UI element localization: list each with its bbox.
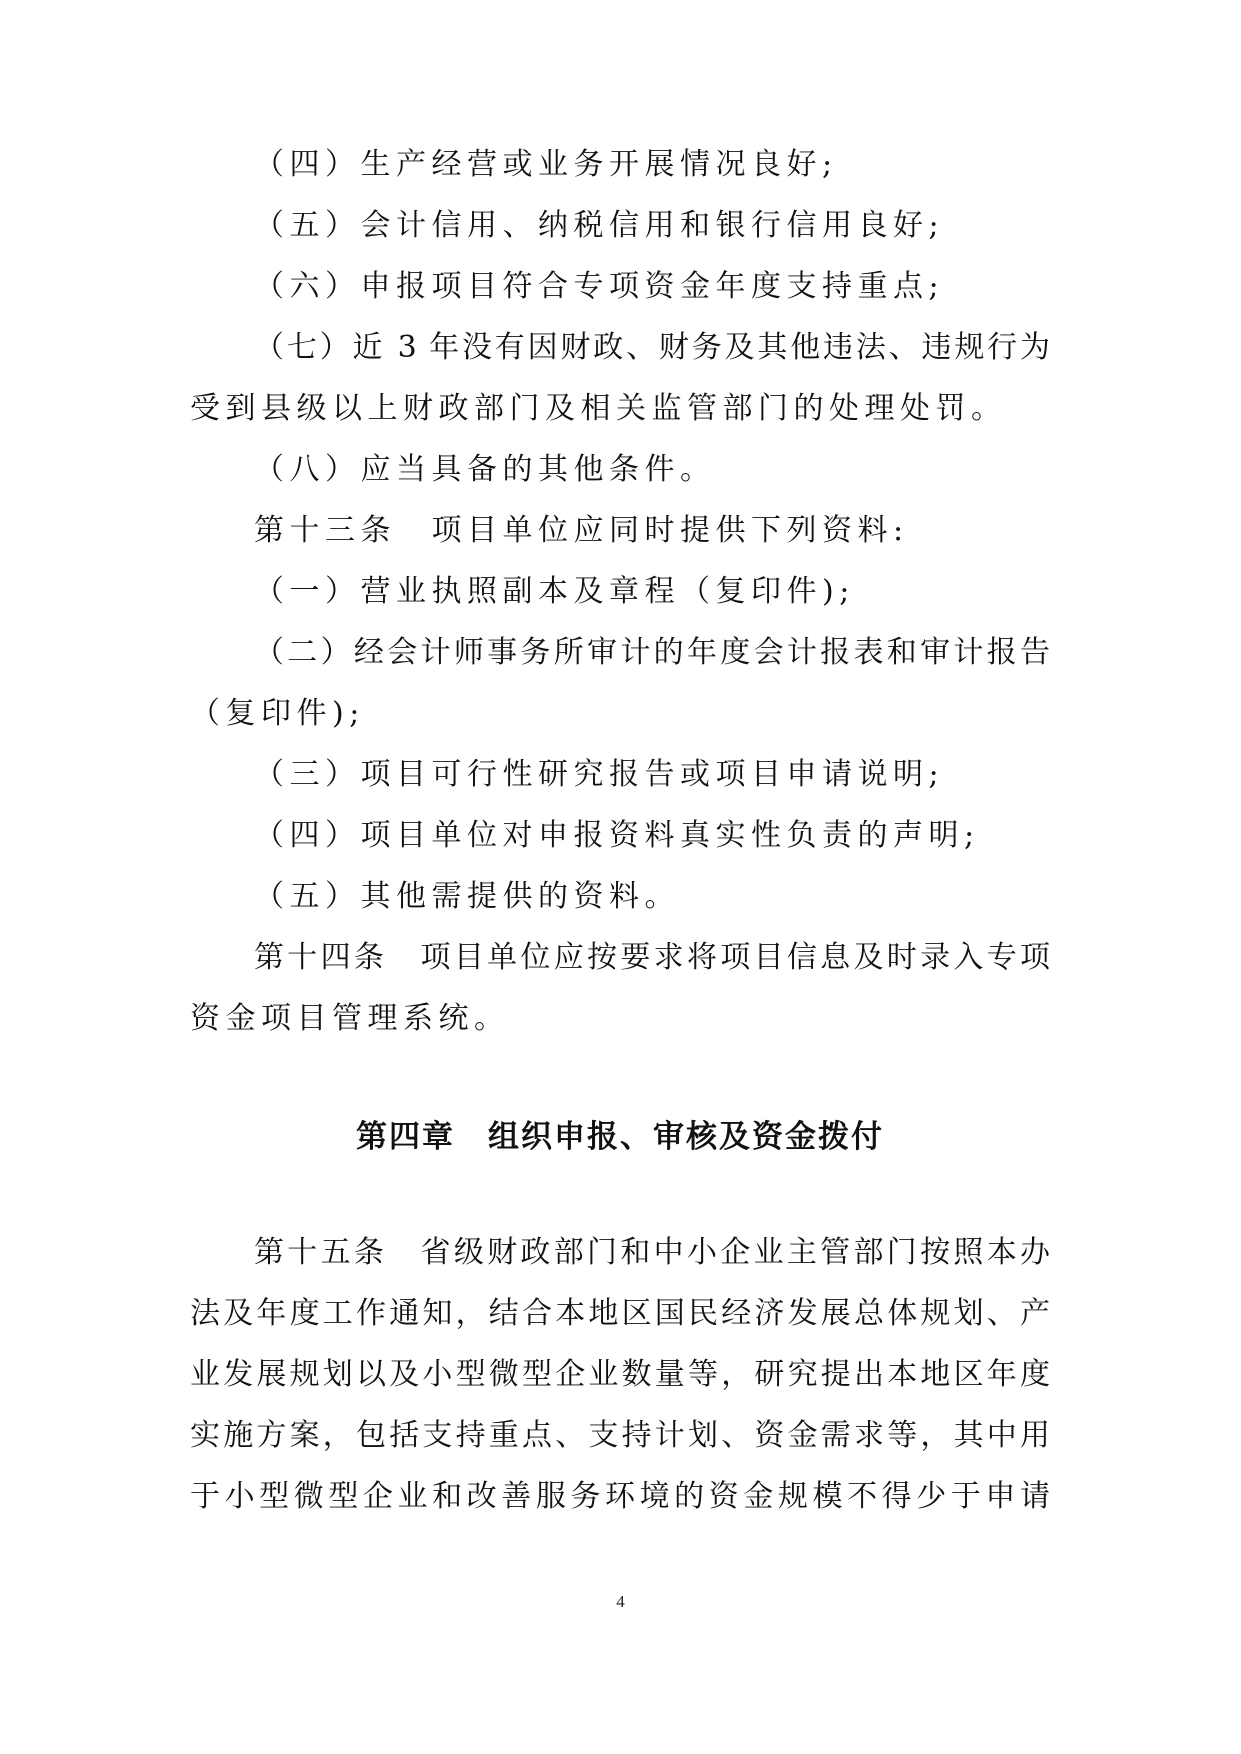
text-line: （四）生产经营或业务开展情况良好; [254,147,838,182]
article-15-line: 第十五条 省级财政部门和中小企业主管部门按照本办 [254,1235,1050,1270]
article-14-line: 第十四条 项目单位应按要求将项目信息及时录入专项 [254,940,1050,975]
text-line: （七）近 3 年没有因财政、财务及其他违法、违规行为 [254,330,1050,365]
text-line: （三）项目可行性研究报告或项目申请说明; [254,757,945,792]
text-line: （六）申报项目符合专项资金年度支持重点; [254,269,945,304]
text-line: （五）其他需提供的资料。 [254,879,680,914]
text-line: （一）营业执照副本及章程（复印件); [254,574,855,609]
text-line: （五）会计信用、纳税信用和银行信用良好; [254,208,945,243]
text-line: 于小型微型企业和改善服务环境的资金规模不得少于申请 [190,1479,1050,1514]
text-line: 法及年度工作通知，结合本地区国民经济发展总体规划、产 [190,1296,1050,1331]
text-line: （二）经会计师事务所审计的年度会计报表和审计报告 [254,635,1050,670]
text-line: （四）项目单位对申报资料真实性负责的声明; [254,818,980,853]
text-line: 受到县级以上财政部门及相关监管部门的处理处罚。 [190,391,1007,426]
document-page [190,147,1050,1543]
article-13-line: 第十三条 项目单位应同时提供下列资料: [254,513,909,548]
text-line: 资金项目管理系统。 [190,1001,510,1036]
text-line: （复印件); [190,696,365,731]
page-number: 4 [616,1592,625,1611]
text-line: （八）应当具备的其他条件。 [254,452,716,487]
text-line: 实施方案，包括支持重点、支持计划、资金需求等，其中用 [190,1418,1050,1453]
chapter-heading: 第四章 组织申报、审核及资金拨付 [356,1119,884,1155]
text-line: 业发展规划以及小型微型企业数量等，研究提出本地区年度 [190,1357,1050,1392]
